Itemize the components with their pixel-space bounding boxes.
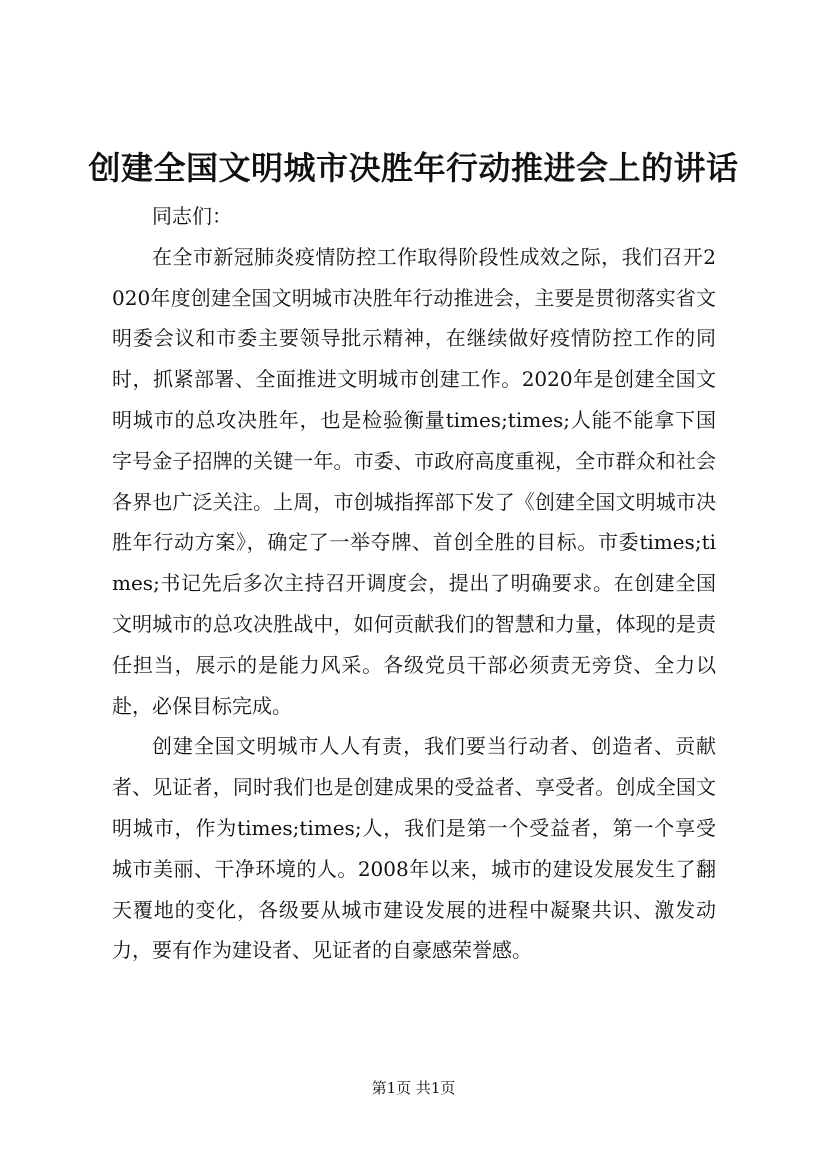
page-footer: 第1页 共1页: [371, 1079, 456, 1097]
document-title: 创建全国文明城市决胜年行动推进会上的讲话: [88, 149, 739, 187]
document-body: [112, 196, 716, 971]
salutation: 同志们：: [152, 204, 232, 228]
paragraph-2: 创建全国文明城市人人有责，我们要当行动者、创造者、贡献者、见证者，同时我们也是创建成果的受益者、享受者。创成全国文明城市，作为times;times;人，我们是第一个受益者，第一个享受城市美丽、干净环境的人。2008年以来，城市的建设发展发生了翻天覆地的变化，各级要从城市建设发展的进程中凝聚共识、激发动力，要有作为建设者、见证者的自豪感荣誉感。: [112, 734, 716, 963]
paragraph-1: 在全市新冠肺炎疫情防控工作取得阶段性成效之际，我们召开2020年度创建全国文明城市决胜年行动推进会，主要是贯彻落实省文明委会议和市委主要领导批示精神，在继续做好疫情防控工作的同时，抓紧部署、全面推进文明城市创建工作。2020年是创建全国文明城市的总攻决胜年，也是检验衡量times;times;人能不能拿下国字号金子招牌的关键一年。市委、市政府高度重视，全市群众和社会各界也广泛关注。上周，市创城指挥部下发了《创建全国文明城市决胜年行动方案》，确定了一举夺牌、首创全胜的目标。市委times;times;书记先后多次主持召开调度会，提出了明确要求。在创建全国文明城市的总攻决胜战中，如何贡献我们的智慧和力量，体现的是责任担当，展示的是能力风采。各级党员干部必须责无旁贷、全力以赴，必保目标完成。: [112, 244, 716, 718]
